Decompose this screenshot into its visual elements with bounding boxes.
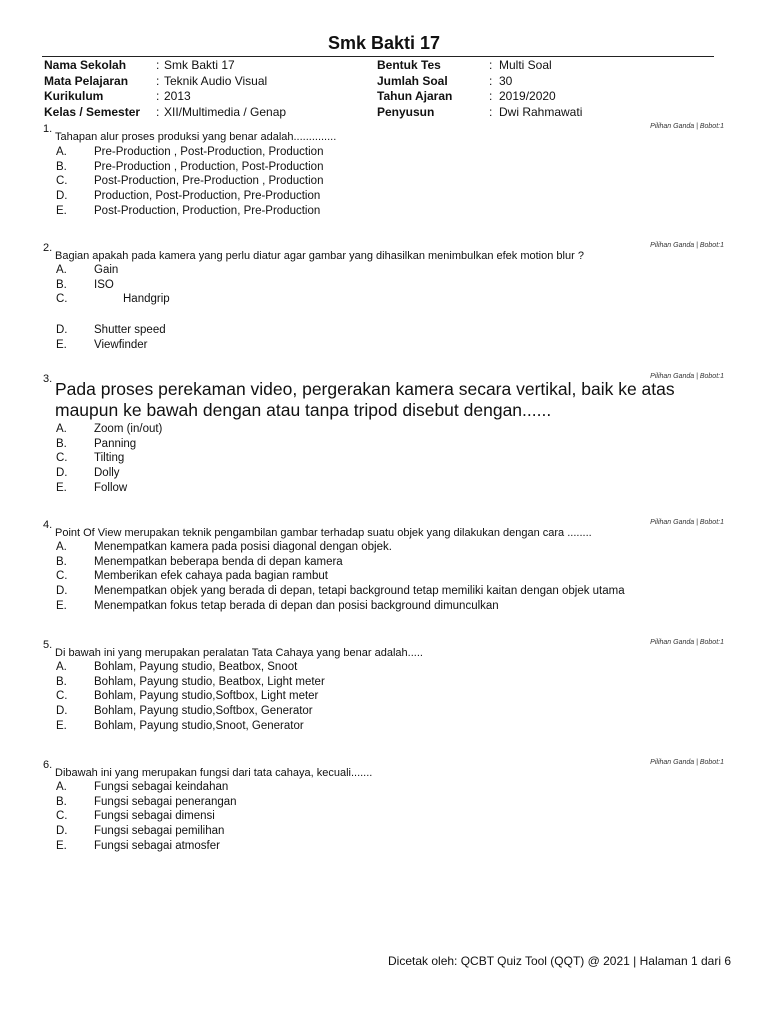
option-letter: A. [56,423,67,435]
option-letter: C. [56,293,68,306]
option-text: Fungsi sebagai pemilihan [94,825,225,838]
option-letter: E. [56,204,67,217]
info-value: Smk Bakti 17 [164,58,235,72]
info-value: 2013 [164,89,191,103]
option-text: Fungsi sebagai keindahan [94,781,229,793]
option-letter: E. [56,839,67,852]
option-text: Menempatkan fokus tetap berada di depan dan posisi background dimunculkan [94,599,499,612]
info-label: Tahun Ajaran [377,89,453,103]
option-letter: D. [56,190,68,203]
question-type: Pilihan Ganda | Bobot:1 [650,242,724,249]
option-text: Dolly [94,467,120,480]
question-type: Pilihan Ganda | Bobot:1 [650,519,724,526]
option-letter: B. [56,555,67,568]
option-text: Handgrip [123,293,170,306]
option-text: Bohlam, Payung studio,Softbox, Light meter [94,690,319,703]
question-text: Tahapan alur proses produksi yang benar adalah.............. [55,131,337,143]
question-text: Pada proses perekaman video, pergerakan kamera secara vertikal, baik ke atas maupun ke bawah dengan atau tanpa tripod disebut dengan...... [55,379,675,420]
info-value: Dwi Rahmawati [499,104,583,119]
option-letter: E. [56,719,67,732]
option-text: Zoom (in/out) [94,423,163,435]
option-text: Pre-Production , Production, Post-Production [94,160,324,173]
info-value: Multi Soal [499,58,552,72]
option-letter: A. [56,146,67,158]
option-text: Bohlam, Payung studio, Beatbox, Light meter [94,675,325,688]
question-number: 4. [43,519,53,531]
option-letter: D. [56,585,68,598]
option-text: Memberikan efek cahaya pada bagian rambut [94,570,328,583]
option-text: Shutter speed [94,324,166,337]
option-text: Viewfinder [94,338,148,351]
option-letter: A. [56,661,67,673]
question-number: 3. [43,373,53,385]
option-letter: C. [56,810,68,823]
page-footer: Dicetak oleh: QCBT Quiz Tool (QQT) @ 2021 | Halaman 1 dari 6 [388,954,731,968]
question-text: Point Of View merupakan teknik pengambilan gambar terhadap suatu objek yang dilakukan dengan cara ........ [55,527,592,539]
option-letter: E. [56,481,67,494]
info-colon: : [489,89,493,103]
option-text: Follow [94,481,128,494]
question-number: 1. [43,123,53,135]
option-text: Menempatkan kamera pada posisi diagonal dengan objek. [94,541,392,553]
option-letter: A. [56,781,67,793]
option-text: Bohlam, Payung studio,Snoot, Generator [94,719,304,732]
option-text: Menempatkan beberapa benda di depan kamera [94,555,343,568]
option-text: Post-Production, Pre-Production , Production [94,175,324,188]
option-letter: E. [56,599,67,612]
info-label: Kelas / Semester [44,104,141,119]
option-letter: B. [56,437,67,450]
question-text: Di bawah ini yang merupakan peralatan Tata Cahaya yang benar adalah..... [55,647,423,659]
option-letter: D. [56,324,68,337]
option-letter: D. [56,467,68,480]
info-label: Mata Pelajaran [44,73,129,88]
option-letter: A. [56,264,67,276]
option-letter: B. [56,278,67,291]
info-value: XII/Multimedia / Genap [164,104,287,119]
option-letter: A. [56,541,67,553]
option-text: Post-Production, Production, Pre-Production [94,204,321,217]
header-divider [42,56,714,57]
option-letter: B. [56,160,67,173]
option-text: Pre-Production , Post-Production, Production [94,146,324,158]
question-number: 2. [43,242,53,254]
info-label: Penyusun [377,104,435,119]
page-title: Smk Bakti 17 [327,33,441,53]
option-text: Fungsi sebagai penerangan [94,795,237,808]
question-text: Dibawah ini yang merupakan fungsi dari tata cahaya, kecuali....... [55,767,373,779]
option-letter: C. [56,690,68,703]
option-text: Fungsi sebagai dimensi [94,810,215,823]
question-type: Pilihan Ganda | Bobot:1 [650,373,724,380]
info-colon: : [156,89,160,103]
info-label: Nama Sekolah [44,58,127,72]
info-value: 2019/2020 [499,89,556,103]
info-value: 30 [499,73,513,88]
option-letter: D. [56,705,68,718]
info-colon: : [489,73,493,88]
info-colon: : [489,58,493,72]
info-label: Jumlah Soal [377,73,448,88]
info-label: Bentuk Tes [377,58,441,72]
question-text: Bagian apakah pada kamera yang perlu diatur agar gambar yang dihasilkan menimbulkan efek motion blur ? [55,250,584,262]
option-text: ISO [94,278,114,291]
option-letter: B. [56,795,67,808]
info-colon: : [156,104,160,119]
option-text: Panning [94,437,137,450]
option-letter: C. [56,570,68,583]
info-label: Kurikulum [44,89,104,103]
option-letter: B. [56,675,67,688]
question-number: 5. [43,639,53,651]
option-text: Fungsi sebagai atmosfer [94,839,220,852]
option-letter: C. [56,175,68,188]
option-text: Bohlam, Payung studio,Softbox, Generator [94,705,313,718]
info-value: Teknik Audio Visual [164,73,268,88]
option-letter: D. [56,825,68,838]
question-type: Pilihan Ganda | Bobot:1 [650,759,724,766]
option-text: Bohlam, Payung studio, Beatbox, Snoot [94,661,298,673]
option-text: Gain [94,264,119,276]
info-colon: : [489,104,493,119]
question-type: Pilihan Ganda | Bobot:1 [650,123,724,130]
option-text: Menempatkan objek yang berada di depan, tetapi background tetap memiliki kaitan dengan objek utama [94,585,625,598]
question-number: 6. [43,759,53,771]
info-colon: : [156,58,160,72]
option-letter: E. [56,338,67,351]
option-text: Tilting [94,452,125,465]
info-colon: : [156,73,160,88]
option-text: Production, Post-Production, Pre-Production [94,190,321,203]
option-letter: C. [56,452,68,465]
question-type: Pilihan Ganda | Bobot:1 [650,639,724,646]
